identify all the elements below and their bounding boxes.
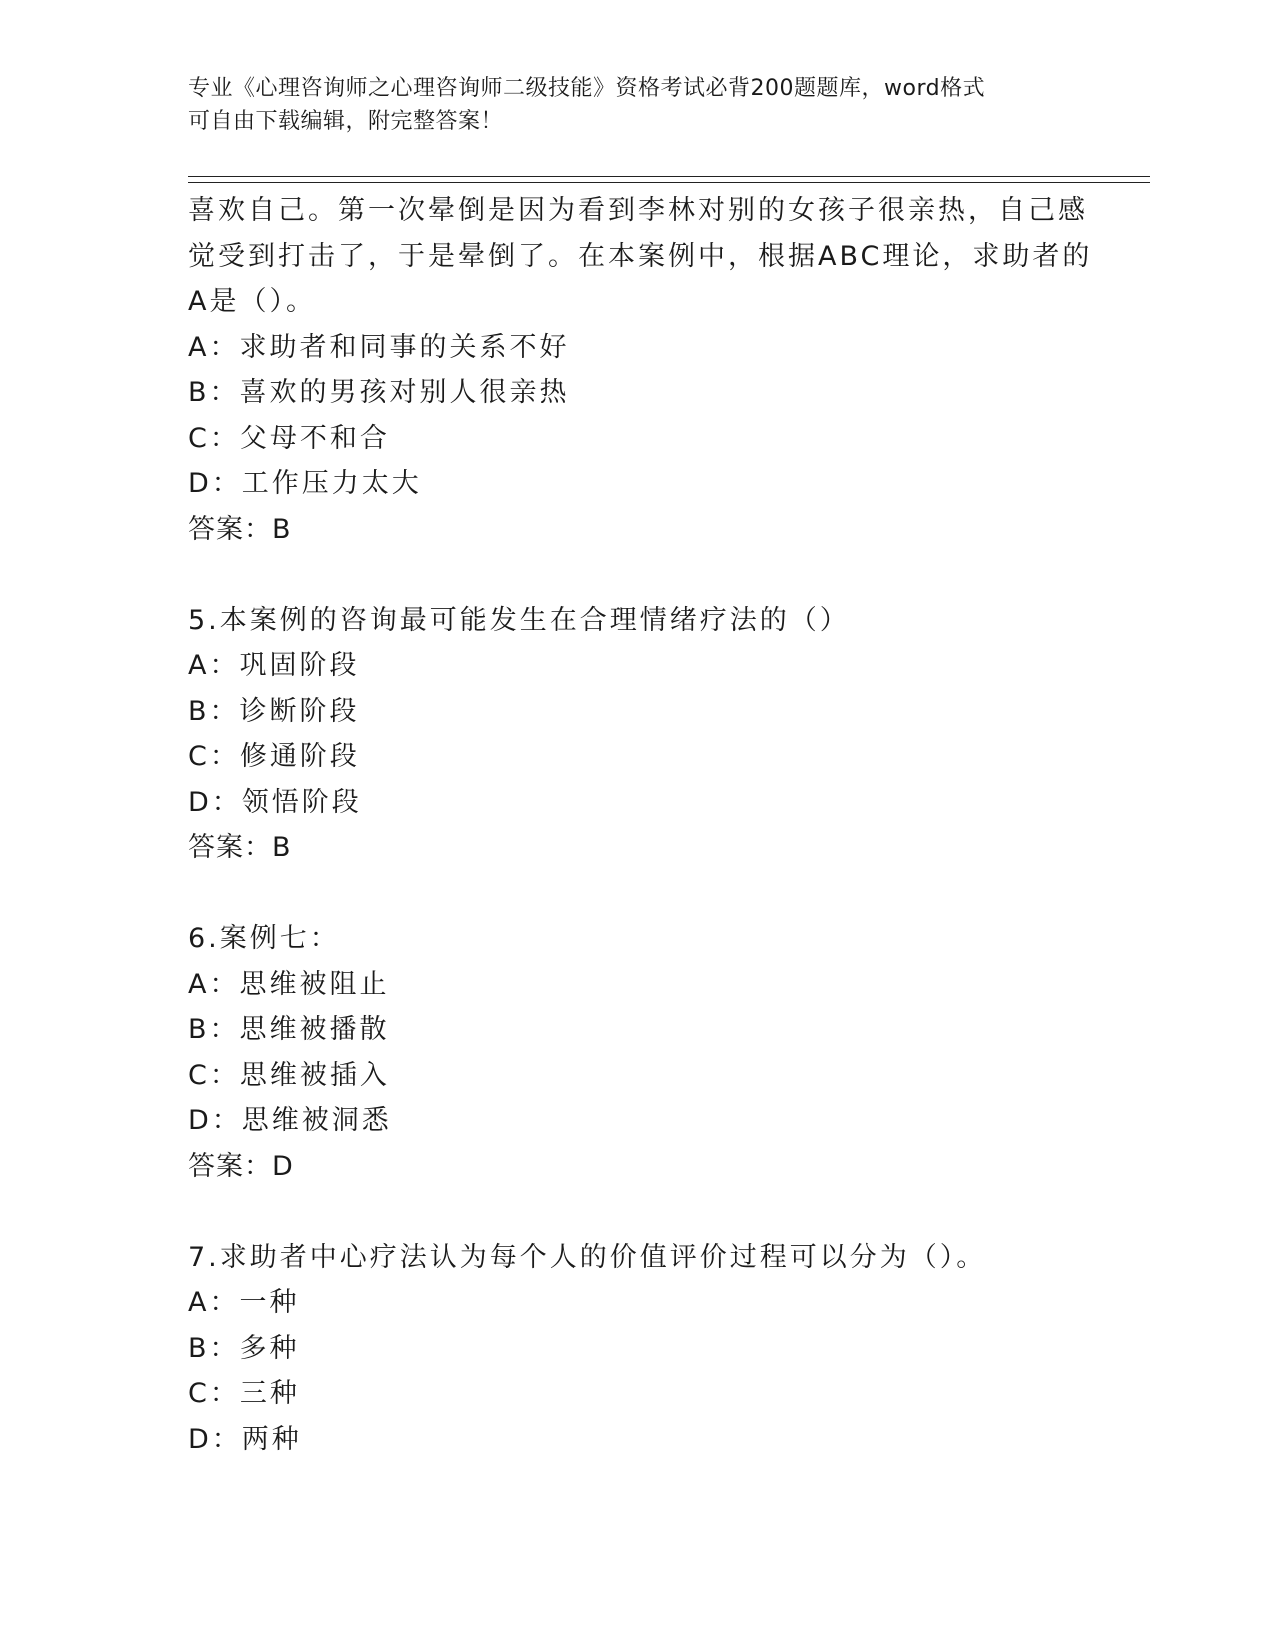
option-d: D：两种 <box>188 1423 302 1455</box>
answer-line: 答案：B <box>188 513 292 545</box>
blank-line <box>188 552 1088 598</box>
option-a: A：思维被阻止 <box>188 968 390 1000</box>
option-b: B：喜欢的男孩对别人很亲热 <box>188 377 570 408</box>
question-stem: 7.求助者中心疗法认为每个人的价值评价过程可以分为（）。 <box>188 1241 987 1273</box>
option-c: C：思维被插入 <box>188 1059 390 1091</box>
question-5 <box>188 598 1088 871</box>
option-d: D：领悟阶段 <box>188 786 362 818</box>
option-b: B：思维被播散 <box>188 1014 390 1045</box>
option-c: C：修通阶段 <box>188 741 360 772</box>
option-a: A：一种 <box>188 1287 300 1318</box>
option-a: A：巩固阶段 <box>188 650 360 681</box>
blank-line <box>188 1189 1088 1235</box>
answer-line: 答案：D <box>188 1150 294 1182</box>
option-d: D：思维被洞悉 <box>188 1105 392 1136</box>
question-content <box>188 188 1093 1462</box>
document-header <box>188 72 1088 138</box>
question-stem: 6.案例七： <box>188 923 340 954</box>
question-4 <box>188 188 1093 552</box>
header-line-1: 专业《心理咨询师之心理咨询师二级技能》资格考试必背200题题库，word格式 <box>188 76 986 101</box>
option-d: D：工作压力太大 <box>188 468 422 499</box>
header-line-2: 可自由下载编辑，附完整答案！ <box>188 109 504 134</box>
option-b: B：多种 <box>188 1332 300 1364</box>
option-c: C：父母不和合 <box>188 422 390 454</box>
blank-line <box>188 871 1088 917</box>
question-stem-line: 喜欢自己。第一次晕倒是因为看到李林对别的女孩子很亲热，自己感 <box>188 195 1088 226</box>
question-stem: 5.本案例的咨询最可能发生在合理情绪疗法的（） <box>188 604 850 636</box>
answer-line: 答案：B <box>188 832 292 863</box>
option-a: A：求助者和同事的关系不好 <box>188 331 570 363</box>
option-c: C：三种 <box>188 1378 300 1409</box>
question-7 <box>188 1235 1088 1463</box>
header-divider-bottom <box>188 182 1150 183</box>
question-stem-line: A是（）。 <box>188 286 316 317</box>
option-b: B：诊断阶段 <box>188 695 360 727</box>
question-6 <box>188 916 1088 1189</box>
question-stem-line: 觉受到打击了，于是晕倒了。在本案例中，根据ABC理论，求助者的 <box>188 240 1093 272</box>
header-divider-top <box>188 176 1150 177</box>
